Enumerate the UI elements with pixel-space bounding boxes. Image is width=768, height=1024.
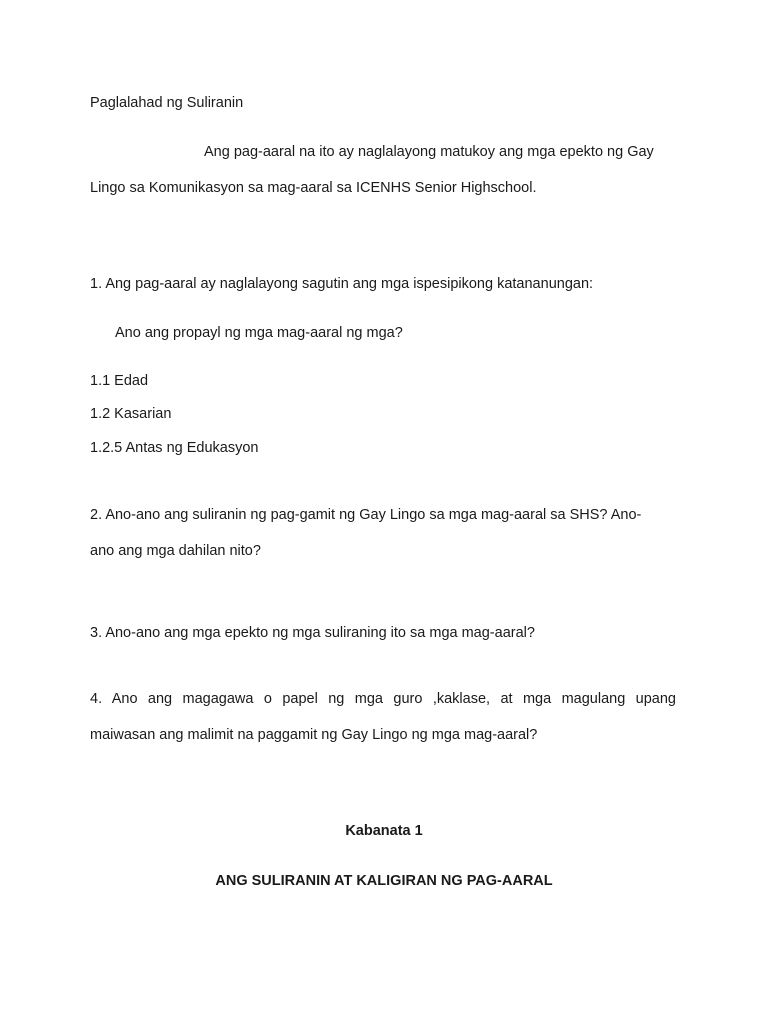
question-3: 3. Ano-ano ang mga epekto ng mga suliraning ito sa mga mag-aaral? [90, 625, 535, 641]
list-item-antas: 1.2.5 Antas ng Edukasyon [90, 440, 259, 456]
section-heading: Paglalahad ng Suliranin [90, 95, 244, 111]
question-2-line-1: 2. Ano-ano ang suliranin ng pag-gamit ng Gay Lingo sa mga mag-aaral sa SHS? Ano- [90, 507, 642, 523]
intro-line-2: Lingo sa Komunikasyon sa mag-aaral sa ICENHS Senior Highschool. [90, 180, 537, 196]
question-4-line-2: maiwasan ang malimit na paggamit ng Gay Lingo ng mga mag-aaral? [90, 727, 538, 743]
question-2-line-2: ano ang mga dahilan nito? [90, 543, 261, 559]
list-item-edad: 1.1 Edad [90, 373, 149, 389]
question-1: 1. Ang pag-aaral ay naglalayong sagutin ang mga ispesipikong katananungan: [90, 276, 594, 292]
chapter-label: Kabanata 1 [345, 823, 423, 839]
question-4-line-1: 4. Ano ang magagawa o papel ng mga guro ,kaklase, at mga magulang upang [90, 691, 676, 707]
chapter-title: ANG SULIRANIN AT KALIGIRAN NG PAG-AARAL [215, 873, 553, 889]
question-1-sub: Ano ang propayl ng mga mag-aaral ng mga? [115, 325, 403, 341]
intro-line-1: Ang pag-aaral na ito ay naglalayong matukoy ang mga epekto ng Gay [204, 144, 654, 160]
list-item-kasarian: 1.2 Kasarian [90, 406, 172, 422]
